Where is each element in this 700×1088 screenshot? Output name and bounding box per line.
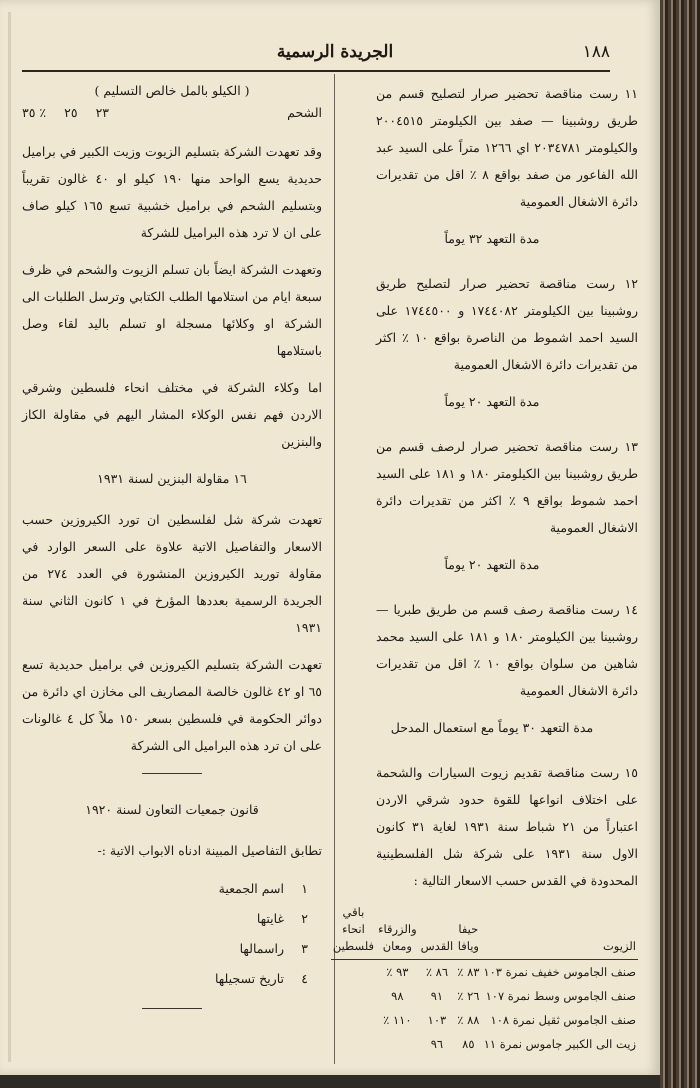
list-item: ٤تاريخ تسجيلها [214, 971, 308, 986]
page-header [20, 42, 650, 70]
duration-11: مدة التعهد ٣٢ يوماً [444, 231, 540, 246]
oil-price-table [331, 904, 638, 1056]
page-edge [8, 12, 11, 1062]
notice-12: ١٢ رست مناقصة تحضير صرار لتصليح طريق روشبينا بين الكيلومتر ١٧٤٤٠٨٢ و ١٧٤٤٥٠٠ على السيد احمد اشموط من الناصرة بواقع ١٠ ٪ اكثر من تقديرات دائرة الاشغال العمومية [376, 276, 639, 372]
header-rule [22, 70, 610, 72]
grease-row [22, 102, 322, 124]
col-header-oils: الزيوت [602, 939, 636, 953]
left-column [22, 80, 322, 1031]
col-header-haifa-jaffa: حيفا ويافا [457, 922, 479, 953]
col-header-jerusalem: القدس [420, 939, 454, 953]
price-cell: ٨٨ ٪ [457, 1013, 480, 1027]
law-title: قانون جمعيات التعاون لسنة ١٩٢٠ [85, 802, 259, 817]
duration-13: مدة التعهد ٢٠ يوماً [444, 557, 540, 572]
table-row [331, 1008, 638, 1032]
oil-name: صنف الجاموس ثقيل نمرة ١٠٨ [490, 1013, 636, 1027]
oil-name: صنف الجاموس خفيف نمرة ١٠٣ [481, 960, 638, 985]
duration-14: مدة التعهد ٣٠ يوماً مع استعمال المدحل [390, 720, 594, 735]
separator [142, 1008, 202, 1009]
price-cell: ١١٠ ٪ [383, 1013, 412, 1027]
grease-value: ٣٥ ٪ [22, 105, 47, 120]
table-row [331, 984, 638, 1008]
paragraph-kerosene-barrels: تعهدت الشركة بتسليم الكيروزين في براميل حديدية تسع ٦٥ او ٤٢ غالون خالصة المصاريف الى مخازن اي دائرة من دوائر الحكومة في فلسطين بسعر ١٥٠ ملاً كل ٤ غالونات على ان ترد هذه البراميل الى الشركة [22, 657, 323, 753]
notice-11: ١١ رست مناقصة تحضير صرار لتصليح قسم من طريق روشبينا — صفد بين الكيلومتر ٢٠٠٤٥١٥ والكيلومتر ٢٠٣٤٧٨١ اي ١٢٦٦ متراً على السيد عبد الله الفاعور من صفد بواقع ٨ ٪ اقل من تقديرات دائرة الاشغال العمومية [376, 86, 638, 209]
grease-value: ٢٥ [64, 105, 78, 120]
duration-12: مدة التعهد ٢٠ يوماً [444, 394, 540, 409]
price-cell: ٩٨ [391, 989, 404, 1003]
paragraph-barrels: وقد تعهدت الشركة بتسليم الزيوت وزيت الكبير في براميل حديدية يسع الواحد منها ١٩٠ كيلو او ٤٠ غالون تقريباً وبتسليم الشحم في براميل خشبية تسع ١٦٥ كيلو صاف على ان لا ترد هذه البراميل للشركة [22, 144, 323, 240]
price-cell: ٩٦ [430, 1037, 444, 1051]
right-column [332, 80, 639, 1056]
oil-name: زيت الى الكبير جاموس نمرة ١١ [483, 1037, 636, 1051]
price-cell: ٩١ [430, 989, 444, 1003]
price-cell: ٨٦ ٪ [419, 960, 456, 985]
list-item: ١اسم الجمعية [218, 881, 308, 896]
oil-name: صنف الجاموس وسط نمرة ١٠٧ [485, 989, 636, 1003]
grease-value: ٢٣ [95, 105, 109, 120]
list-item: ٢غايتها [256, 911, 308, 926]
price-cell: ٩٣ ٪ [376, 960, 419, 985]
list-item: ٣راسمالها [239, 941, 308, 956]
table-header-row [331, 904, 638, 960]
notice-15: ١٥ رست مناقصة تقديم زيوت السيارات والشحمة على اختلاف انواعها للقوة حدود شرقي الاردن اعتباراً من ٢١ شباط سنة ١٩٣١ لغاية ٣١ كانون الاول سنة ١٩٣١ على شركة شل الفلسطينية المحدودة في القدس حسب الاسعار التالية : [376, 765, 638, 888]
price-cell: ٨٥ [462, 1037, 475, 1051]
col-header-zarqa-maan: والزرقاء ومعان [378, 922, 417, 953]
section-16-title: ١٦ مقاولة البنزين لسنة ١٩٣١ [97, 471, 247, 486]
price-cell: ٨٣ ٪ [455, 960, 481, 985]
notice-14: ١٤ رست مناقصة رصف قسم من طريق طبريا — روشبينا بين الكيلومتر ١٨٠ و ١٨١ على السيد محمد شاهين من سلوان بواقع ١٠ ٪ اقل من تقديرات دائرة الاشغال العمومية [376, 602, 638, 698]
gazette-title: الجريدة الرسمية [276, 42, 394, 62]
page-number: ١٨٨ [582, 42, 610, 62]
law-items-list [22, 874, 322, 994]
law-intro: تطابق التفاصيل المبينة ادناه الابواب الاتية :- [97, 843, 322, 858]
separator [142, 773, 202, 774]
table-row [331, 960, 638, 985]
notice-13: ١٣ رست مناقصة تحضير صرار لرصف قسم من طريق روشبينا بين الكيلومتر ١٨٠ و ١٨١ على السيد احمد شموط بواقع ٩ ٪ اكثر من تقديرات دائرة الاشغال العمومية [376, 439, 639, 535]
price-cell [376, 1032, 419, 1056]
grease-label: الشحم [287, 105, 322, 120]
book-spine-edge [660, 0, 700, 1088]
kilo-note: ( الكيلو بالمل خالص التسليم ) [94, 83, 250, 98]
col-header-rest-palestine: باقي انحاء فلسطين [332, 905, 375, 953]
paragraph-delivery: وتعهدت الشركة ايضاً بان تسلم الزيوت والشحم في ظرف سبعة ايام من استلامها الطلب الكتابي وترسل الطلبات الى الشركة او وكلائها مسجلة او تسلم باليد لقاء وصل باستلامها [22, 262, 322, 358]
table-row [331, 1032, 638, 1056]
paragraph-agents: اما وكلاء الشركة في مختلف انحاء فلسطين وشرقي الاردن فهم نفس الوكلاء المشار اليهم في مقاولة الكاز والبنزين [22, 380, 322, 449]
price-cell: ١٠٣ [427, 1013, 447, 1027]
paragraph-kerosene: تعهدت شركة شل لفلسطين ان تورد الكيروزين حسب الاسعار والتفاصيل الاتية علاوة على السعر الوارد في مقاولة توريد الكيروزين المنشورة في العدد ٢٧٤ من الجريدة الرسمية بعددها المؤرخ في ١ كانون الثاني سنة ١٩٣١ [22, 512, 322, 635]
grease-values [22, 102, 109, 124]
price-cell: ٢٦ ٪ [457, 989, 480, 1003]
